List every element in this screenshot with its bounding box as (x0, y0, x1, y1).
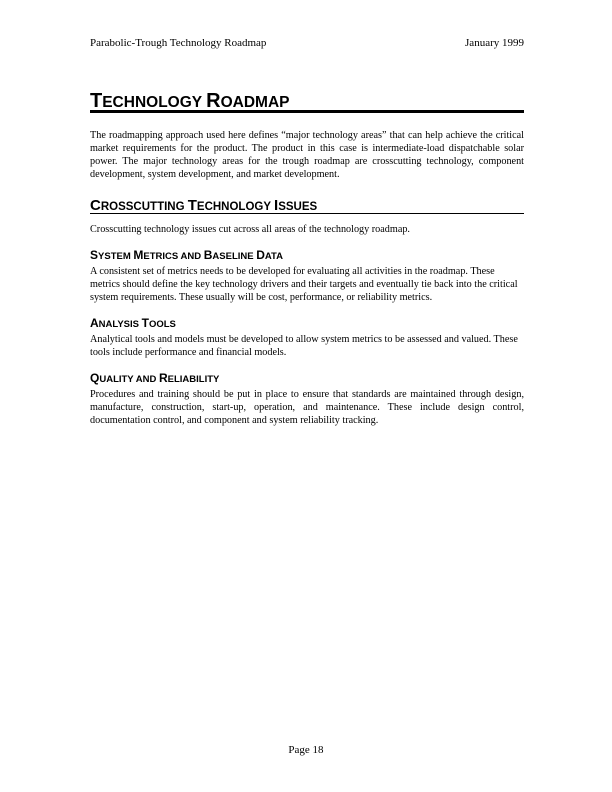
topic-heading-quality-reliability: QUALITY AND RELIABILITY (90, 371, 220, 385)
header-document-title: Parabolic-Trough Technology Roadmap (90, 37, 267, 49)
topic-paragraph-analysis-tools: Analytical tools and models must be developed to allow system metrics to be assessed and valued. These tools include performance and financial models. (90, 334, 518, 358)
section-intro-paragraph: The roadmapping approach used here defines “major technology areas” that can help achieve the critical market requirements for the product. The product in this case is intermediate-load dispatchable solar power. The major technology areas for the trough roadmap are crosscutting technology, component development, system development, and market development. (90, 130, 524, 180)
topic-heading-system-metrics: SYSTEM METRICS AND BASELINE DATA (90, 248, 284, 262)
section-heading: TECHNOLOGY ROADMAP (90, 84, 524, 113)
page-number: Page 18 (288, 744, 324, 756)
header-date: January 1999 (465, 37, 524, 49)
page-content (90, 84, 524, 427)
subsection-intro-paragraph: Crosscutting technology issues cut across all areas of the technology roadmap. (90, 224, 410, 235)
subsection-heading: CROSSCUTTING TECHNOLOGY ISSUES (90, 194, 524, 214)
topic-heading-analysis-tools: ANALYSIS TOOLS (90, 316, 176, 330)
topic-paragraph-quality-reliability: Procedures and training should be put in place to ensure that standards are maintained through design, manufacture, construction, start-up, operation, and maintenance. These include design control, documentation control, and component and system reliability tracking. (90, 389, 524, 426)
topic-paragraph-system-metrics: A consistent set of metrics needs to be developed for evaluating all activities in the roadmap. These metrics should define the key technology drivers and their targets and eventually tie back into the critical system requirements. These usually will be cost, performance, or reliability metrics. (90, 266, 518, 303)
running-header (90, 37, 524, 50)
